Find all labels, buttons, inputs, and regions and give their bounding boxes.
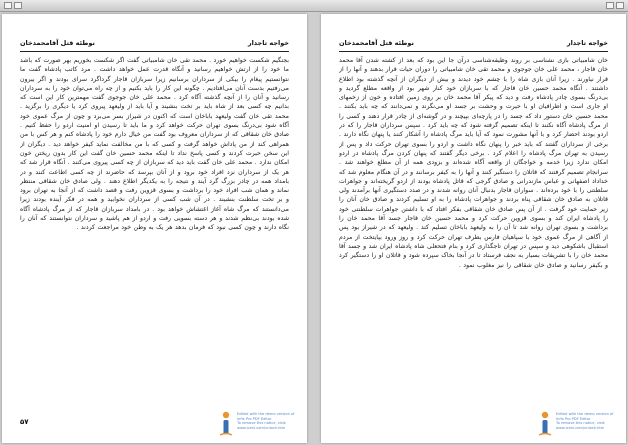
right-header-chapter-title: نوطئه قتل آقامحمدخان bbox=[339, 39, 414, 47]
watermark-notice: Edited with the demo version of Infix Pro PDF Editor To remove this notice, visit: www.iceni.com/unlock.htm bbox=[237, 412, 295, 430]
right-page-header bbox=[339, 38, 608, 52]
right-page bbox=[321, 14, 626, 443]
right-page-body-text: خان شامبیاتی بازی نشناسی بر روند وظیفه‌شناسی درآن جا این بود که بعد از کشته شدن آقا محمد خان قاجار ، محمد علی خان جوجوی و محمد تقی خان شامبیاتی را دوران حیات قرار بدهند و آنها را از قرار نیاورند . زیرا آنان بازی شاه را با چشم خود دیدند و بیش از دیگران از آنچه گذشته بود اطلاع داشتند . آنگاه محمد حسین خان قاجار که با سربازان خود کنار شهر بود از واقعه مطلع گردید و بی‌درنگ بسوی چادر پادشاه رفت و دید که پیکر آقا محمد خان بر روی زمین افتاده و خون از زخمهای او جاری است و اطرافیان او با حیرت و وحشت بر جسد او می‌نگرند و نمی‌دانند که چه باید بکنند . محمد حسین خان دستور داد که جسد را در پارچه‌ای بپیچند و در گوشه‌ای از چادر قرار دهند و کسی را از مرگ پادشاه آگاه نکنند تا اینکه تصمیم گرفته شود که چه باید کرد . سپس سرداران قاجار را که در اردو بودند احضار کرد و با آنها مشورت نمود که آیا باید مرگ پادشاه را آشکار کنند یا پنهان نگاه دارند . برخی از سرداران گفتند که باید خبر را پنهان نگاه داشت و اردو را بسوی تهران حرکت داد و پس از رسیدن به تهران مرگ پادشاه را اعلام کرد . برخی دیگر گفتند که پنهان کردن مرگ پادشاه در اردو امکان ندارد زیرا خدمه و خواجگان از واقعه آگاه شده‌اند و بزودی همه از آن مطلع خواهند شد . سرانجام تصمیم گرفتند که قاتلان را دستگیر کنند و آنها را به کیفر برسانند و در آن هنگام معلوم شد که خداداد اصفهانی و عباس مازندرانی و صادق گرجی که قاتل پادشاه بودند از اردو گریخته‌اند و جواهرات سلطنتی را با خود برده‌اند . سواران قاجار بدنبال آنان روانه شدند و در صدد دستگیری آنها برآمدند ولی قاتلان به صادق خان شقاقی پناه بردند و جواهرات پادشاه را به او تسلیم کردند و صادق خان آنان را زیر حمایت خود گرفت . از آن پس صادق خان شقاقی بفکر افتاد که با داشتن جواهرات سلطنتی خود را پادشاه ایران کند و بسوی قزوین حرکت کرد و محمد حسین خان قاجار جسد آقا محمد خان را برداشت و بسوی تهران روانه شد تا آن را به ولیعهد باباخان تسلیم کند . ولیعهد که در شیراز بود پس از آگاهی از مرگ عموی خود با سپاهیان فارس بطرف تهران حرکت کرد و روز ورود بپایتخت از مردم استقبال باشکوهی دید و سپس در تهران تاجگذاری کرد و بنام فتحعلی شاه پادشاه ایران شد و جسد آقا محمد خان را با تشریفات بسیار به نجف فرستاد تا در آنجا بخاک سپرده شود و قاتلان او را دستگیر کرد و بکیفر رسانید و صادق خان شقاقی را نیز مغلوب نمود . bbox=[339, 57, 608, 269]
left-header-chapter-title: نوطئه قتل آقامحمدخان bbox=[20, 39, 95, 47]
left-watermark bbox=[217, 408, 303, 440]
last-page-button[interactable] bbox=[616, 2, 624, 9]
right-watermark bbox=[536, 408, 622, 440]
prev-page-button[interactable] bbox=[14, 2, 22, 9]
right-header-book-title: خواجه تاجدار bbox=[566, 39, 608, 47]
left-page bbox=[2, 14, 307, 443]
first-page-button[interactable] bbox=[4, 2, 12, 9]
left-header-book-title: خواجه تاجدار bbox=[247, 39, 289, 47]
viewer-toolbar bbox=[0, 0, 628, 12]
infix-logo-icon bbox=[536, 410, 554, 438]
infix-logo-icon bbox=[217, 410, 235, 438]
left-page-header bbox=[20, 38, 289, 52]
next-page-button[interactable] bbox=[606, 2, 614, 9]
watermark-notice: Edited with the demo version of Infix Pro PDF Editor To remove this notice, visit: www.iceni.com/unlock.htm bbox=[556, 412, 614, 430]
left-page-body-text: بجنگیم شکست خواهیم خورد . محمد تقی خان شامبیاتی گفت اگر شکست بخوریم بهر صورت که باشد ما خود را از ارتش خواهیم رسانید و آنگاه قدرت عمل خواهد داشت . مرد کاتب پادشاه گفت ما نتوانستیم پیغام را بیکی از سرداران برسانیم زیرا سربازان قاجار گرداگرد سرای بودند و اگر بیرون می‌رفتیم بدست آنان می‌افتادیم . چگونه این کار را باید بکنیم و از چه راه می‌توان خود را به سرداران رسانید و آنان را از آنچه گذشته آگاه کرد . محمد علی خان جوجوی گفت مهمترین کار این است که بدانیم چه کسی بعد از شاه باید بر تخت بنشیند و آیا باید از ولیعهد پیروی کرد یا دیگری را برگزید . محمد تقی خان گفت ولیعهد باباخان است که اکنون در شیراز بسر می‌برد و چون از مرگ عموی خود آگاه شود بی‌درنگ بسوی تهران حرکت خواهد کرد و ما باید تا رسیدن او امنیت اردو را حفظ کنیم . صادق خان شقاقی که از سرداران معروف بود گفت من خیال دارم خود را پادشاه کنم و هر کس با من همراهی کند از من پاداش خواهد گرفت و کسی که با من مخالفت نماید کیفر خواهد دید . دیگران از این سخن حیرت کردند و کسی پاسخ نداد تا اینکه محمد حسین خان گفت این کار بدون ریختن خون امکان ندارد . محمد علی خان گفت باید دید که سربازان از چه کسی پیروی می‌کنند . آنگاه قرار شد که هر یک از سرداران نزد افراد خود برود و از آنان بپرسد که حاضرند از چه کسی اطاعت کنند و در بامداد همه در چادر بزرگ گرد آیند و نتیجه را به یکدیگر اطلاع دهند . ولی صادق خان شقاقی منتظر نماند و همان شب افراد خود را برداشت و بسوی قزوین رفت و قصد داشت که از آنجا به تهران برود و بر تخت سلطنت بنشیند . در آن شب کسی از سرداران نخوابید و همه در فکر آینده بودند زیرا می‌دانستند که مرگ شاه آغاز اغتشاش خواهد بود . در بامداد سربازان قاجار که از مرگ پادشاه آگاه شده بودند بی‌نظم شدند و هر دسته بسویی رفت و اردو از هم پاشید و سرداران نتوانستند که آنان را نگاه دارند و چون کسی نبود که فرمان بدهد هر یک به وطن خود مراجعت کردند . bbox=[20, 57, 289, 232]
left-page-number: ۵۷ bbox=[20, 418, 29, 426]
